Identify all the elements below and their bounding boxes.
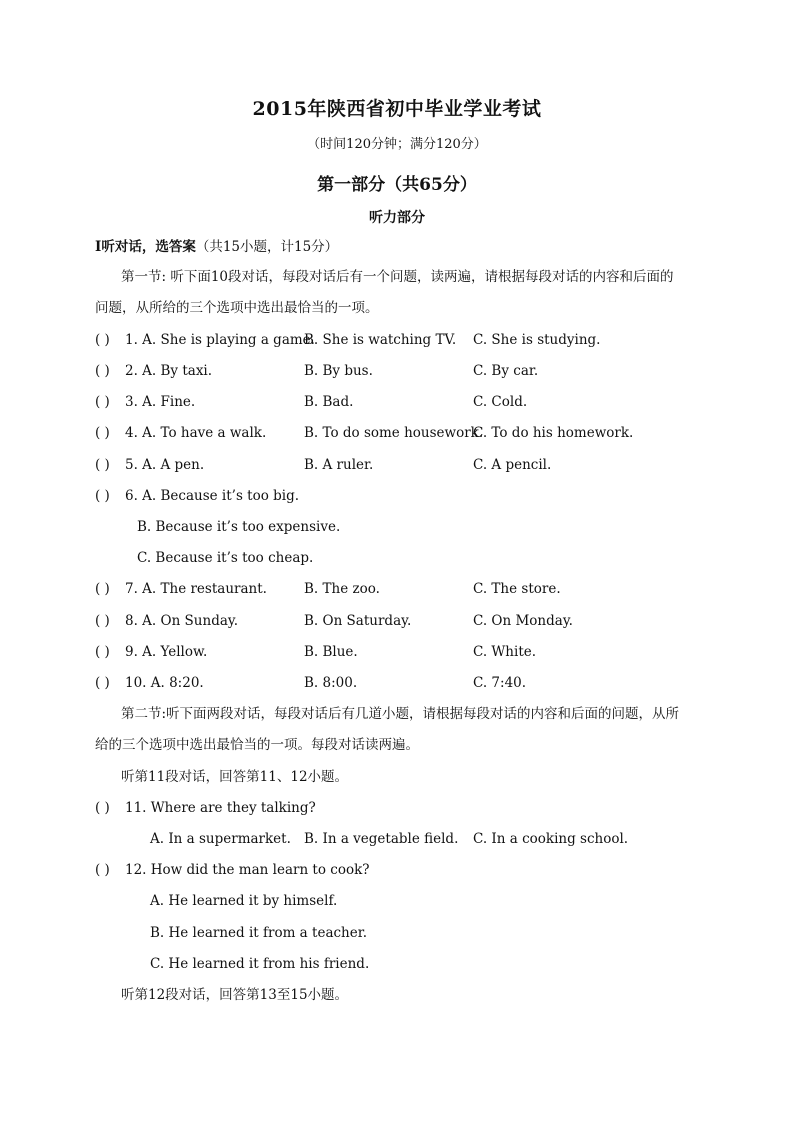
instruction-2-line-1: 第二节:听下面两段对话，每段对话后有几道小题，请根据每段对话的内容和后面的问题，从所: [121, 706, 680, 722]
question-2-option-a: 2. A. By taxi.: [125, 363, 213, 379]
exam-subtitle: （时间120分钟；满分120分）: [307, 137, 487, 152]
answer-bracket: ( ): [95, 644, 110, 660]
question-6-option-b: B. Because it’s too expensive.: [137, 519, 341, 535]
question-3-option-a: 3. A. Fine.: [125, 394, 196, 410]
question-6-option-a: 6. A. Because it’s too big.: [125, 488, 300, 504]
answer-bracket: ( ): [95, 613, 110, 629]
question-12-option-a: A. He learned it by himself.: [150, 893, 338, 909]
question-3-option-c: C. Cold.: [473, 394, 528, 410]
listen-dialogue-11: 听第11段对话，回答第11、12小题。: [121, 769, 349, 785]
question-7-option-a: 7. A. The restaurant.: [125, 581, 267, 597]
question-9-option-a: 9. A. Yellow.: [125, 644, 208, 660]
question-5-option-c: C. A pencil.: [473, 457, 552, 473]
question-2-option-b: B. By bus.: [304, 363, 373, 379]
question-1-option-a: 1. A. She is playing a game.: [125, 332, 315, 348]
question-12-option-c: C. He learned it from his friend.: [150, 956, 370, 972]
answer-bracket: ( ): [95, 862, 110, 878]
listen-dialogue-12: 听第12段对话，回答第13至15小题。: [121, 987, 349, 1003]
instruction-1-line-2: 问题，从所给的三个选项中选出最恰当的一项。: [95, 300, 379, 316]
answer-bracket: ( ): [95, 800, 110, 816]
question-9-option-c: C. White.: [473, 644, 537, 660]
question-4-option-a: 4. A. To have a walk.: [125, 425, 267, 441]
question-7-option-c: C. The store.: [473, 581, 561, 597]
question-4-option-b: B. To do some housework.: [304, 425, 484, 441]
heading-label: I听对话，选答案: [95, 239, 196, 255]
answer-bracket: ( ): [95, 394, 110, 410]
answer-bracket: ( ): [95, 363, 110, 379]
heading-listening-i: [95, 238, 338, 256]
question-6-option-c: C. Because it’s too cheap.: [137, 550, 314, 566]
question-3-option-b: B. Bad.: [304, 394, 354, 410]
question-5-option-a: 5. A. A pen.: [125, 457, 205, 473]
question-11-text: 11. Where are they talking?: [125, 800, 316, 816]
question-2-option-c: C. By car.: [473, 363, 539, 379]
question-10-option-a: 10. A. 8:20.: [125, 675, 204, 691]
instruction-1-line-1: 第一节: 听下面10段对话，每段对话后有一个问题，读两遍，请根据每段对话的内容和后面的: [121, 269, 674, 285]
question-4-option-c: C. To do his homework.: [473, 425, 634, 441]
question-11-option-a: A. In a supermarket.: [150, 831, 291, 847]
question-9-option-b: B. Blue.: [304, 644, 358, 660]
question-1-option-c: C. She is studying.: [473, 332, 601, 348]
exam-title: 2015年陕西省初中毕业学业考试: [252, 98, 542, 120]
answer-bracket: ( ): [95, 425, 110, 441]
answer-bracket: ( ): [95, 488, 110, 504]
answer-bracket: ( ): [95, 675, 110, 691]
question-7-option-b: B. The zoo.: [304, 581, 380, 597]
heading-score: （共15小题，计15分）: [195, 239, 339, 255]
question-10-option-c: C. 7:40.: [473, 675, 527, 691]
section-title: 听力部分: [369, 210, 425, 226]
question-10-option-b: B. 8:00.: [304, 675, 358, 691]
part-title: 第一部分（共65分）: [317, 175, 477, 195]
question-8-option-c: C. On Monday.: [473, 613, 573, 629]
question-8-option-b: B. On Saturday.: [304, 613, 412, 629]
question-12-option-b: B. He learned it from a teacher.: [150, 925, 367, 941]
answer-bracket: ( ): [95, 457, 110, 473]
answer-bracket: ( ): [95, 332, 110, 348]
question-1-option-b: B. She is watching TV.: [304, 332, 457, 348]
question-11-option-c: C. In a cooking school.: [473, 831, 629, 847]
instruction-2-line-2: 给的三个选项中选出最恰当的一项。每段对话读两遍。: [95, 737, 419, 753]
question-11-option-b: B. In a vegetable field.: [304, 831, 459, 847]
question-12-text: 12. How did the man learn to cook?: [125, 862, 370, 878]
question-5-option-b: B. A ruler.: [304, 457, 374, 473]
answer-bracket: ( ): [95, 581, 110, 597]
question-8-option-a: 8. A. On Sunday.: [125, 613, 239, 629]
